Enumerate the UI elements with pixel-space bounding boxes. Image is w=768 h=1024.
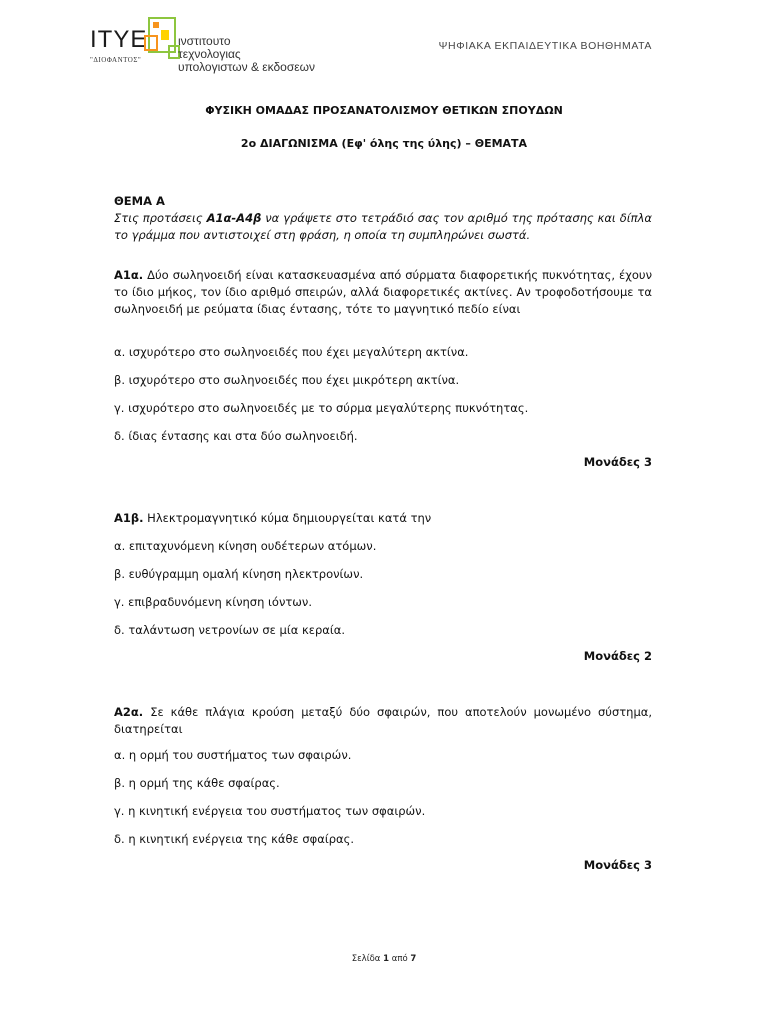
question-stem — [114, 704, 652, 738]
answer-option: α. ισχυρότερο στο σωληνοειδές που έχει μεγαλύτερη ακτίνα. — [114, 345, 469, 359]
answer-option: β. η ορμή της κάθε σφαίρας. — [114, 776, 280, 790]
marks-label: Μονάδες 3 — [583, 858, 652, 872]
theme-instructions — [114, 210, 652, 244]
logo-line: ινστιτουτο — [178, 34, 231, 48]
question-label: Α2α. — [114, 705, 144, 719]
answer-option: γ. η κινητική ενέργεια του συστήματος των σφαιρών. — [114, 804, 426, 818]
answer-option: δ. η κινητική ενέργεια της κάθε σφαίρας. — [114, 832, 355, 846]
logo-line: υπολογιστων & εκδοσεων — [178, 60, 315, 74]
answer-option: γ. ισχυρότερο στο σωληνοειδές με το σύρμα μεγαλύτερης πυκνότητας. — [114, 401, 529, 415]
instructions-end: να γράψετε στο τετράδιό σας τον αριθμό της πρότασης και δίπλα το γράμμα που αντιστοιχεί στη φράση, η οποία τη συμπληρώνει σωστά. — [114, 211, 652, 242]
question-text: Σε κάθε πλάγια κρούση μεταξύ δύο σφαιρών, που αποτελούν μονωμένο σύστημα, διατηρείται — [114, 705, 653, 736]
footer-page-prefix: Σελίδα — [351, 954, 384, 964]
logo-mark-icon — [143, 16, 181, 62]
page-footer — [0, 954, 768, 964]
answer-option: α. η ορμή του συστήματος των σφαιρών. — [114, 748, 352, 762]
instructions-start: Στις προτάσεις — [114, 211, 207, 225]
logo-line: τεχνολογιας — [178, 47, 241, 61]
logo-acronym: ΙΤΥΕ — [90, 26, 148, 53]
header-tagline: ΨΗΦΙΑΚΑ ΕΚΠΑΙΔΕΥΤΙΚΑ ΒΟΗΘΗΜΑΤΑ — [438, 40, 652, 52]
footer-page-number: 1 — [383, 954, 390, 964]
answer-option: β. ισχυρότερο στο σωληνοειδές που έχει μικρότερη ακτίνα. — [114, 373, 460, 387]
answer-option: γ. επιβραδυνόμενη κίνηση ιόντων. — [114, 595, 313, 609]
question-label: Α1α. — [114, 268, 144, 282]
answer-option: δ. ταλάντωση νετρονίων σε μία κεραία. — [114, 623, 345, 637]
marks-label: Μονάδες 3 — [583, 455, 652, 469]
question-text: Ηλεκτρομαγνητικό κύμα δημιουργείται κατά την — [147, 511, 432, 525]
logo-lines — [178, 35, 315, 74]
institute-logo — [90, 16, 330, 74]
marks-label: Μονάδες 2 — [583, 649, 652, 663]
question-stem — [114, 267, 652, 318]
document-title: ΦΥΣΙΚΗ ΟΜΑΔΑΣ ΠΡΟΣΑΝΑΤΟΛΙΣΜΟΥ ΘΕΤΙΚΩΝ ΣΠΟΥΔΩΝ — [205, 104, 563, 117]
question-stem — [114, 510, 652, 527]
instructions-range: Α1α-Α4β — [206, 211, 262, 225]
answer-option: β. ευθύγραμμη ομαλή κίνηση ηλεκτρονίων. — [114, 567, 364, 581]
answer-option: α. επιταχυνόμενη κίνηση ουδέτερων ατόμων. — [114, 539, 377, 553]
theme-heading: ΘΕΜΑ Α — [114, 194, 165, 208]
question-text: Δύο σωληνοειδή είναι κατασκευασμένα από σύρματα διαφορετικής πυκνότητας, έχουν το ίδιο μήκος, τον ίδιο αριθμό σπειρών, αλλά διαφορετικές ακτίνες. Αν τροφοδοτήσουμε τα σωληνοειδή με ρεύματα ίδιας έντασης, τότε το μαγνητικό πεδίο είναι — [114, 268, 652, 316]
question-label: Α1β. — [114, 511, 144, 525]
document-subtitle: 2ο ΔΙΑΓΩΝΙΣΜΑ (Εφ' όλης της ύλης) – ΘΕΜΑΤΑ — [240, 137, 528, 150]
footer-page-total: 7 — [410, 954, 417, 964]
logo-subtitle: "ΔΙΟΦΑΝΤΟΣ" — [90, 56, 142, 64]
footer-page-of: από — [389, 954, 411, 964]
page-header — [0, 0, 768, 80]
answer-option: δ. ίδιας έντασης και στα δύο σωληνοειδή. — [114, 429, 358, 443]
